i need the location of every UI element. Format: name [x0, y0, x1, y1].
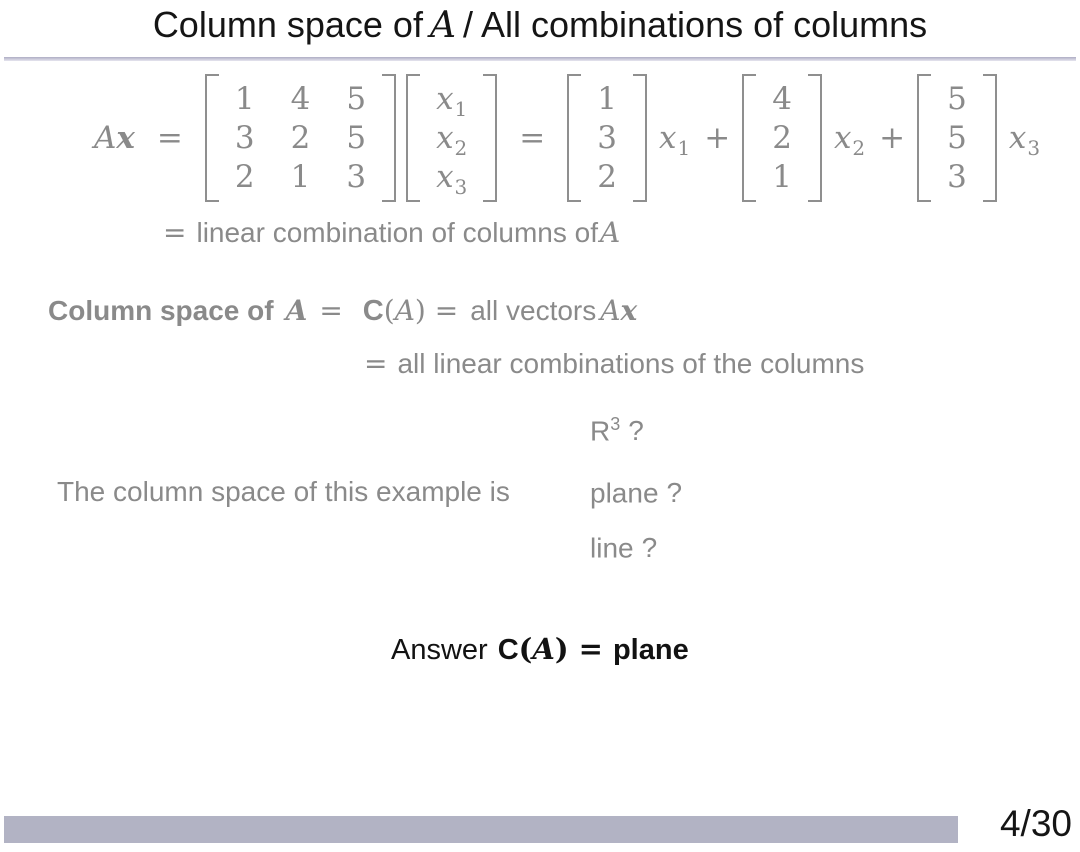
- left-bracket: [742, 74, 756, 202]
- column-vector-3: [917, 74, 997, 202]
- superscript: 3: [610, 414, 621, 434]
- equals-sign: =: [156, 120, 183, 156]
- question-stem: The column space of this example is: [57, 476, 510, 507]
- lincomb-line: [163, 216, 620, 249]
- title-text-pre: Column space of: [152, 4, 423, 45]
- math-Ax: [94, 120, 135, 156]
- equals-sign: =: [519, 120, 546, 156]
- slide-title: [0, 4, 1080, 46]
- math-x: x: [436, 159, 454, 195]
- math-term-x2: [833, 120, 906, 161]
- matrix-equation: [94, 76, 1056, 200]
- all-lincombs-line: [364, 347, 864, 380]
- vector-grid: [756, 74, 808, 202]
- subscript: 3: [1027, 136, 1041, 161]
- answer-label: Answer: [391, 634, 488, 666]
- math-term-x3: [1008, 120, 1054, 161]
- matrix-cell: 2: [234, 159, 255, 195]
- answer-line: [391, 632, 689, 667]
- math-x: x: [1008, 120, 1027, 156]
- x-vector: [406, 74, 497, 202]
- vector-entry: 5: [947, 81, 967, 117]
- vector-entry: [436, 80, 468, 122]
- matrix-cell: 2: [290, 120, 311, 156]
- subscript: 1: [677, 136, 691, 161]
- matrix-cell: 5: [346, 81, 367, 117]
- all-vectors-text: all vectors: [470, 295, 597, 326]
- matrix-cell: 3: [346, 159, 367, 195]
- vector-entry: 4: [772, 81, 792, 117]
- vector-entry: 2: [772, 120, 792, 156]
- right-bracket: [483, 74, 497, 202]
- vector-entry: 3: [947, 159, 967, 195]
- vector-grid: [420, 74, 483, 202]
- column-vector-2: [742, 74, 822, 202]
- vector-entry: 3: [597, 120, 617, 156]
- left-bracket: [205, 74, 219, 202]
- math-C: C: [497, 634, 519, 666]
- option-text: plane: [590, 477, 659, 509]
- left-bracket: [567, 74, 581, 202]
- question-mark: ?: [666, 477, 683, 509]
- option-line: [590, 531, 657, 564]
- matrix-cell: 1: [290, 159, 311, 195]
- page-number: 4/30: [999, 803, 1072, 844]
- matrix-cell: 5: [346, 120, 367, 156]
- option-text: R: [590, 415, 611, 447]
- open-paren: (: [383, 294, 395, 327]
- equals-sign: =: [163, 216, 187, 249]
- subscript: 2: [454, 136, 468, 161]
- vector-entry: [436, 119, 468, 161]
- colspace-definition-line: [48, 294, 637, 328]
- vector-entry: 2: [597, 159, 617, 195]
- math-C: C: [362, 295, 384, 327]
- column-vector-1: [567, 74, 647, 202]
- math-x-vector: x: [620, 294, 638, 327]
- matrix-cell: 4: [290, 81, 311, 117]
- matrix-grid: [219, 74, 382, 202]
- title-math-A: A: [429, 5, 456, 46]
- title-text-post: / All combinations of columns: [462, 4, 928, 45]
- vector-grid: [931, 74, 983, 202]
- right-bracket: [633, 74, 647, 202]
- subscript: 1: [454, 97, 468, 122]
- right-bracket: [382, 74, 396, 202]
- right-bracket: [983, 74, 997, 202]
- equals-sign: =: [364, 347, 388, 380]
- right-bracket: [808, 74, 822, 202]
- vector-entry: 1: [597, 81, 617, 117]
- equals-sign: =: [319, 294, 343, 327]
- equals-sign: =: [578, 632, 603, 666]
- matrix-A: [205, 74, 396, 202]
- vector-entry: 5: [947, 120, 967, 156]
- subscript: 3: [454, 175, 468, 200]
- answer-value: plane: [612, 634, 689, 666]
- colspace-label: Column space of: [48, 295, 274, 326]
- math-A: A: [285, 294, 308, 327]
- math-A: A: [600, 294, 621, 327]
- matrix-cell: 1: [234, 81, 255, 117]
- left-bracket: [917, 74, 931, 202]
- plus-sign: +: [704, 120, 731, 156]
- close-paren: ): [554, 632, 569, 666]
- lincomb-text: linear combination of columns of: [196, 217, 599, 248]
- math-A: A: [394, 294, 415, 327]
- math-x: x: [436, 81, 454, 117]
- left-bracket: [406, 74, 420, 202]
- vector-grid: [581, 74, 633, 202]
- vector-entry: 1: [772, 159, 792, 195]
- option-r3: [590, 414, 644, 447]
- math-A: A: [532, 632, 555, 666]
- plus-sign: +: [879, 120, 906, 156]
- math-x: x: [436, 120, 454, 156]
- option-plane: [590, 476, 682, 509]
- title-rule: [4, 57, 1076, 61]
- close-paren-equals: ) =: [414, 294, 459, 327]
- math-x-vector: x: [116, 120, 135, 156]
- math-term-x1: [659, 120, 731, 161]
- math-x: x: [659, 120, 677, 156]
- vector-entry: [436, 158, 468, 200]
- question-mark: ?: [628, 415, 644, 447]
- option-text: line: [590, 532, 634, 564]
- math-x: x: [833, 120, 852, 156]
- math-A: A: [600, 216, 621, 249]
- math-A: A: [94, 120, 117, 156]
- matrix-cell: 3: [234, 120, 255, 156]
- subscript: 2: [852, 136, 866, 161]
- footer-progress-bar: [4, 816, 958, 843]
- open-paren: (: [518, 632, 533, 666]
- all-lincombs-text: all linear combinations of the columns: [397, 348, 865, 379]
- question-mark: ?: [641, 532, 658, 564]
